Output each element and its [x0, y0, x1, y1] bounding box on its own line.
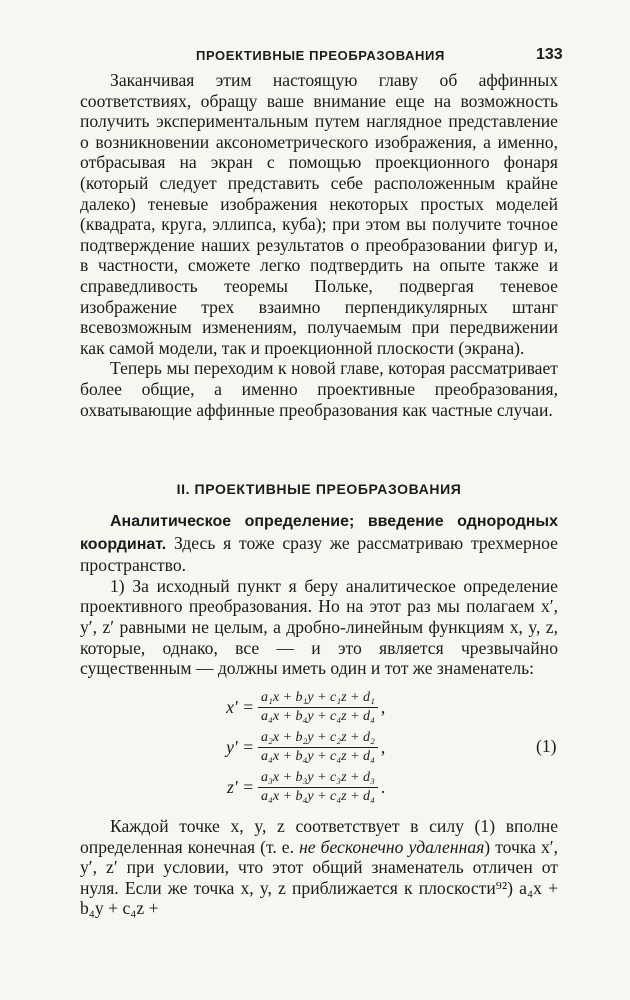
paragraph-5-part-a: Каждой точке x, y, z соответствует в силу (1) вполне определенная конечная (т. е.	[80, 816, 558, 857]
equation-y	[210, 730, 385, 765]
denominator: a₄x + b₄y + c₄z + d₄	[261, 749, 375, 764]
equation-z	[210, 770, 385, 805]
numerator: a₁x + b₁y + c₁z + d₁	[258, 690, 378, 708]
closing-text	[80, 816, 558, 919]
numerator: a₂x + b₂y + c₂z + d₂	[258, 730, 378, 748]
paragraph-5-part-b: ) точка x′, y′, z′ при условии, что этот общий знаменатель отличен от нуля. Если же точка x, y, z приближается к плоскости⁹²) a₄x + b₄y + c₄z +	[80, 836, 559, 919]
fraction	[258, 770, 378, 805]
equation-x	[210, 690, 385, 725]
running-title: ПРОЕКТИВНЫЕ ПРЕОБРАЗОВАНИЯ	[196, 48, 445, 63]
punctuation: ,	[380, 737, 386, 757]
fraction	[258, 690, 378, 725]
equation-lhs: y′ =	[226, 737, 254, 757]
page-number: 133	[536, 46, 563, 63]
paragraph-5-italic: не бесконечно удаленная	[299, 836, 485, 857]
paragraph-2: Теперь мы переходим к новой главе, которая рассматривает более общие, а именно проективные преобразования, охватывающие аффинные преобразования как частные случаи.	[80, 358, 558, 420]
paragraph-3-text: Здесь я тоже сразу же рассматриваю трехмерное пространство.	[80, 532, 558, 576]
punctuation: .	[380, 777, 386, 797]
section-heading: II. ПРОЕКТИВНЫЕ ПРЕОБРАЗОВАНИЯ	[176, 481, 462, 497]
section-text	[80, 510, 558, 679]
run-in-heading: Аналитическое определение; введение однородных координат.	[80, 513, 558, 553]
fraction	[258, 730, 378, 765]
paragraph-1: Заканчивая этим настоящую главу об аффинных соответствиях, обращу ваше внимание еще на возможность получить экспериментальным путем наглядное представление о возникновении аксонометрического изображения, а именно, отбрасывая на экран с помощью проекционного фонаря (который следует представить себе расположенным крайне далеко) теневые изображения некоторых простых моделей (квадрата, круга, эллипса, куба); при этом вы получите точное подтверждение наших результатов о преобразовании фигур и, в частности, сможете легко подтвердить на опыте также и справедливость теоремы Польке, подвергая теневое изображение трех взаимно перпендикулярных штанг всевозможным изменениям, получаемым при передвижении как самой модели, так и проекционной плоскости (экрана).	[80, 70, 558, 358]
equation-lhs: z′ =	[227, 777, 254, 797]
paragraph-4: 1) За исходный пункт я беру аналитическое определение проективного преобразования. Но на этот раз мы полагаем x′, y′, z′ равными не целым, а дробно-линейным функциям x, y, z, которые, однако, все — и это является чрезвычайно существенным — должны иметь один и тот же знаменатель:	[80, 575, 558, 679]
denominator: a₄x + b₄y + c₄z + d₄	[261, 789, 375, 804]
paragraph-5	[80, 816, 558, 919]
equation-lhs: x′ =	[226, 697, 254, 717]
intro-text	[80, 70, 558, 420]
punctuation: ,	[380, 697, 386, 717]
equation-number: (1)	[536, 736, 557, 756]
equation-block	[80, 690, 558, 810]
numerator: a₃x + b₃y + c₃z + d₃	[258, 770, 378, 788]
denominator: a₄x + b₄y + c₄z + d₄	[261, 709, 375, 724]
paragraph-3	[80, 510, 558, 576]
